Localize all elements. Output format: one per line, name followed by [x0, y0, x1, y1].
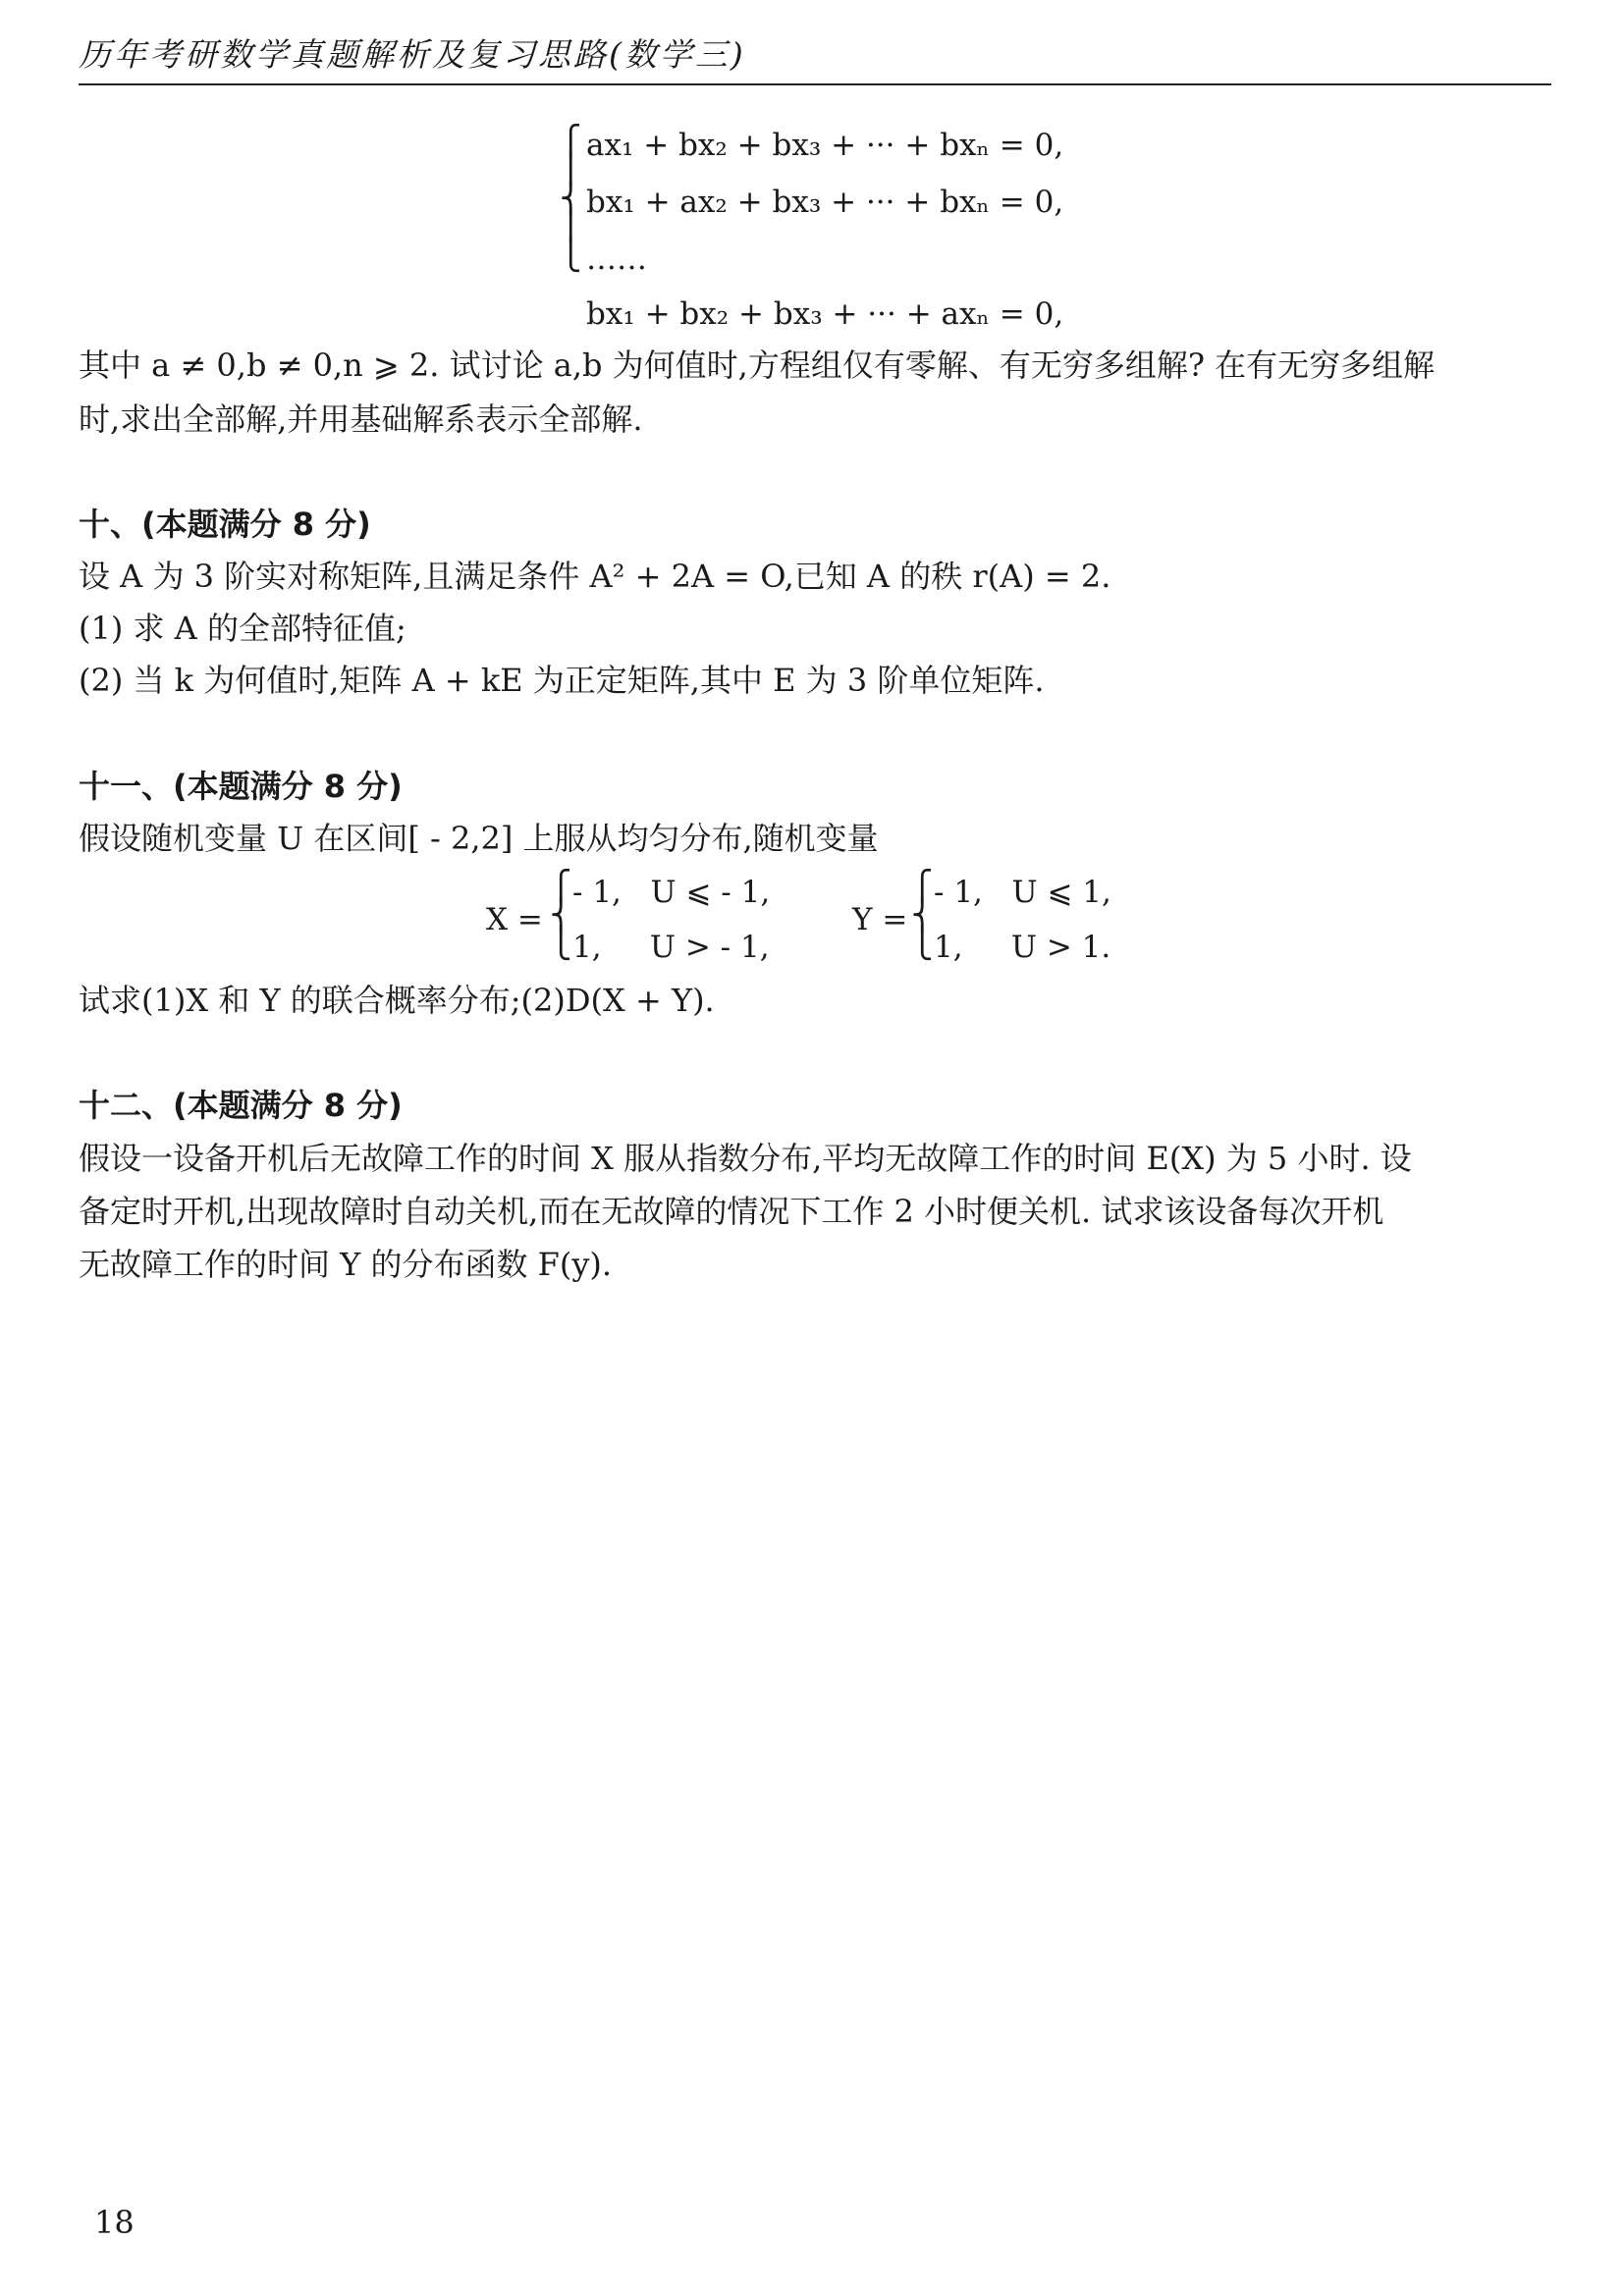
x-case-1: - 1, U ⩽ - 1, [572, 875, 771, 910]
x-cases-brace: ⎧ ⎨ ⎩ [550, 870, 572, 961]
problem12-text-line: 备定时开机,出现故障时自动关机,而在无故障的情况下工作 2 小时便关机. 试求该设备每次开机 [79, 1193, 1384, 1230]
y-cases-brace: ⎧ ⎨ ⎩ [911, 870, 934, 961]
problem12-text-line: 假设一设备开机后无故障工作的时间 X 服从指数分布,平均无故障工作的时间 E(X) 为 5 小时. 设 [79, 1140, 1412, 1177]
problem9-condition-line: 其中 a ≠ 0,b ≠ 0,n ⩾ 2. 试讨论 a,b 为何值时,方程组仅有零解、有无穷多组解? 在有无穷多组解 [79, 347, 1435, 384]
header-rule [79, 83, 1551, 85]
problem11-text-line: 假设随机变量 U 在区间[ - 2,2] 上服从均匀分布,随机变量 [79, 820, 879, 857]
system-left-brace: ⎧ ⎪ ⎨ ⎪ ⎩ [560, 125, 582, 273]
running-header-title: 历年考研数学真题解析及复习思路(数学三) [79, 35, 746, 74]
x-definition-label: X = [486, 902, 543, 937]
problem12-heading: 十二、(本题满分 8 分) [79, 1087, 403, 1124]
problem9-condition-line: 时,求出全部解,并用基础解系表示全部解. [79, 400, 643, 438]
problem10-heading: 十、(本题满分 8 分) [79, 506, 371, 543]
problem10-text-line: 设 A 为 3 阶实对称矩阵,且满足条件 A² + 2A = O,已知 A 的秩 r(A) = 2. [79, 558, 1111, 595]
problem10-text-line: (1) 求 A 的全部特征值; [79, 610, 406, 647]
problem11-heading: 十一、(本题满分 8 分) [79, 768, 403, 805]
system-equation-1: ax₁ + bx₂ + bx₃ + ··· + bxₙ = 0, [586, 128, 1064, 163]
y-case-1: - 1, U ⩽ 1, [934, 875, 1111, 910]
system-equation-n: bx₁ + bx₂ + bx₃ + ··· + axₙ = 0, [586, 296, 1064, 332]
page-number: 18 [94, 2204, 135, 2241]
problem12-text-line: 无故障工作的时间 Y 的分布函数 F(y). [79, 1246, 613, 1283]
system-equation-2: bx₁ + ax₂ + bx₃ + ··· + bxₙ = 0, [586, 185, 1064, 220]
x-case-2: 1, U > - 1, [572, 930, 770, 965]
y-definition-label: Y = [852, 902, 908, 937]
y-case-2: 1, U > 1. [934, 930, 1111, 965]
problem11-text-line: 试求(1)X 和 Y 的联合概率分布;(2)D(X + Y). [79, 982, 715, 1019]
problem10-text-line: (2) 当 k 为何值时,矩阵 A + kE 为正定矩阵,其中 E 为 3 阶单位矩阵. [79, 662, 1045, 699]
system-ellipsis: …… [586, 241, 647, 277]
